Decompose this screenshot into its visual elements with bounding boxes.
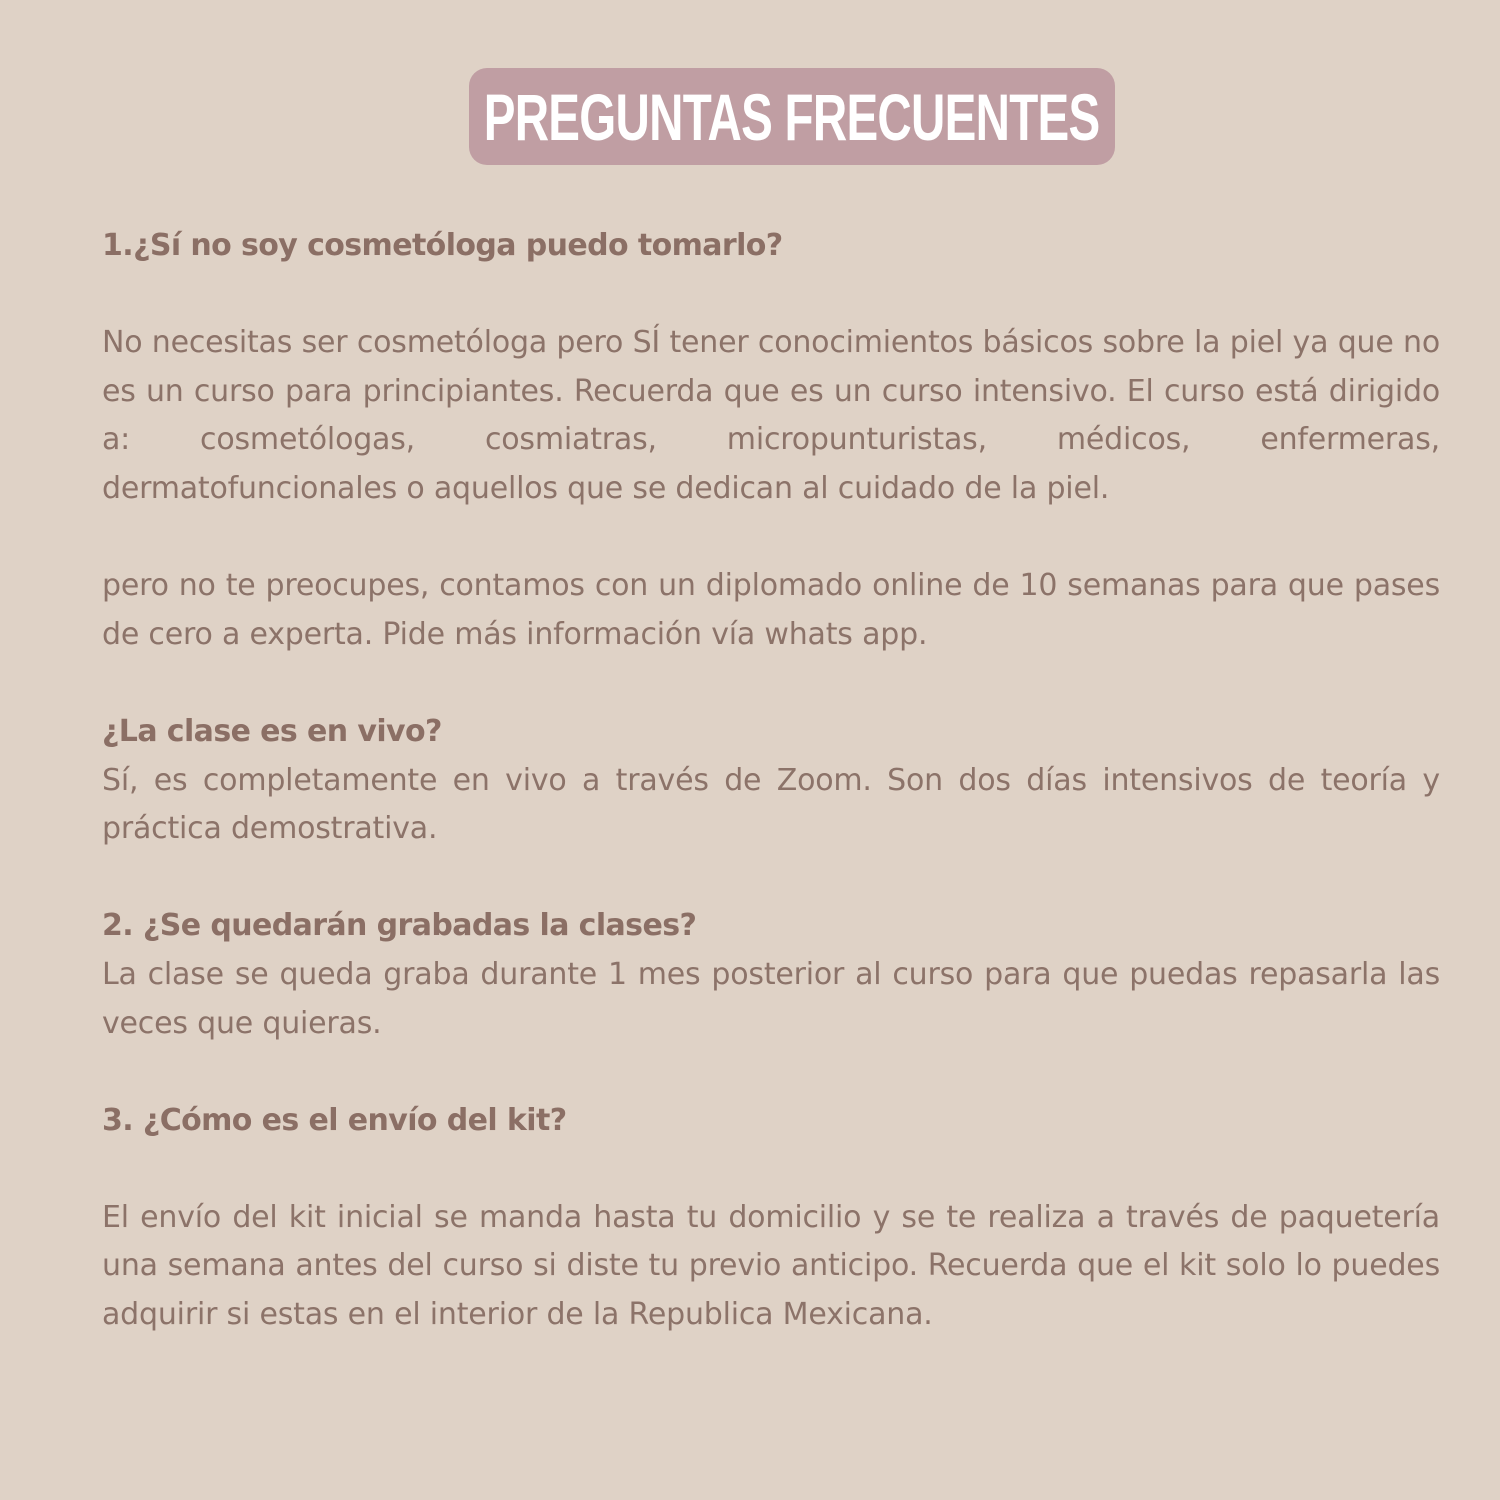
- faq-question-1: 1.¿Sí no soy cosmetóloga puedo tomarlo?: [102, 228, 783, 263]
- faq-answer-1-note: pero no te preocupes, contamos con un diplomado online de 10 semanas para que pases de cero a experta. Pide más información vía whats app.: [102, 568, 1440, 652]
- page-title: PREGUNTAS FRECUENTES: [484, 79, 1100, 154]
- faq-answer-2: La clase se queda graba durante 1 mes posterior al curso para que puedas repasarla las veces que quieras.: [102, 956, 1440, 1041]
- faq-answer-1: No necesitas ser cosmetóloga pero SÍ tener conocimientos básicos sobre la piel ya que no es un curso para principiantes. Recuerda que es un curso intensivo. El curso está dirigido a: cosmetólogas, cosmiatras, micropunturistas, médicos, enfermeras, dermatofuncionales o aquellos que se dedican al cuidado de la piel.: [102, 325, 1440, 506]
- faq-question-2: 2. ¿Se quedarán grabadas la clases?: [102, 908, 697, 944]
- title-badge: [469, 68, 1115, 165]
- faq-answer-live: Sí, es completamente en vivo a través de Zoom. Son dos días intensivos de teoría y práctica demostrativa.: [102, 762, 1440, 847]
- faq-question-live: ¿La clase es en vivo?: [102, 713, 442, 749]
- faq-content: [102, 222, 1440, 1340]
- faq-question-3: 3. ¿Cómo es el envío del kit?: [102, 1102, 567, 1138]
- faq-answer-3: El envío del kit inicial se manda hasta tu domicilio y se te realiza a través de paquetería una semana antes del curso si diste tu previo anticipo. Recuerda que el kit solo lo puedes adquirir si estas en el interior de la Republica Mexicana.: [102, 1199, 1440, 1333]
